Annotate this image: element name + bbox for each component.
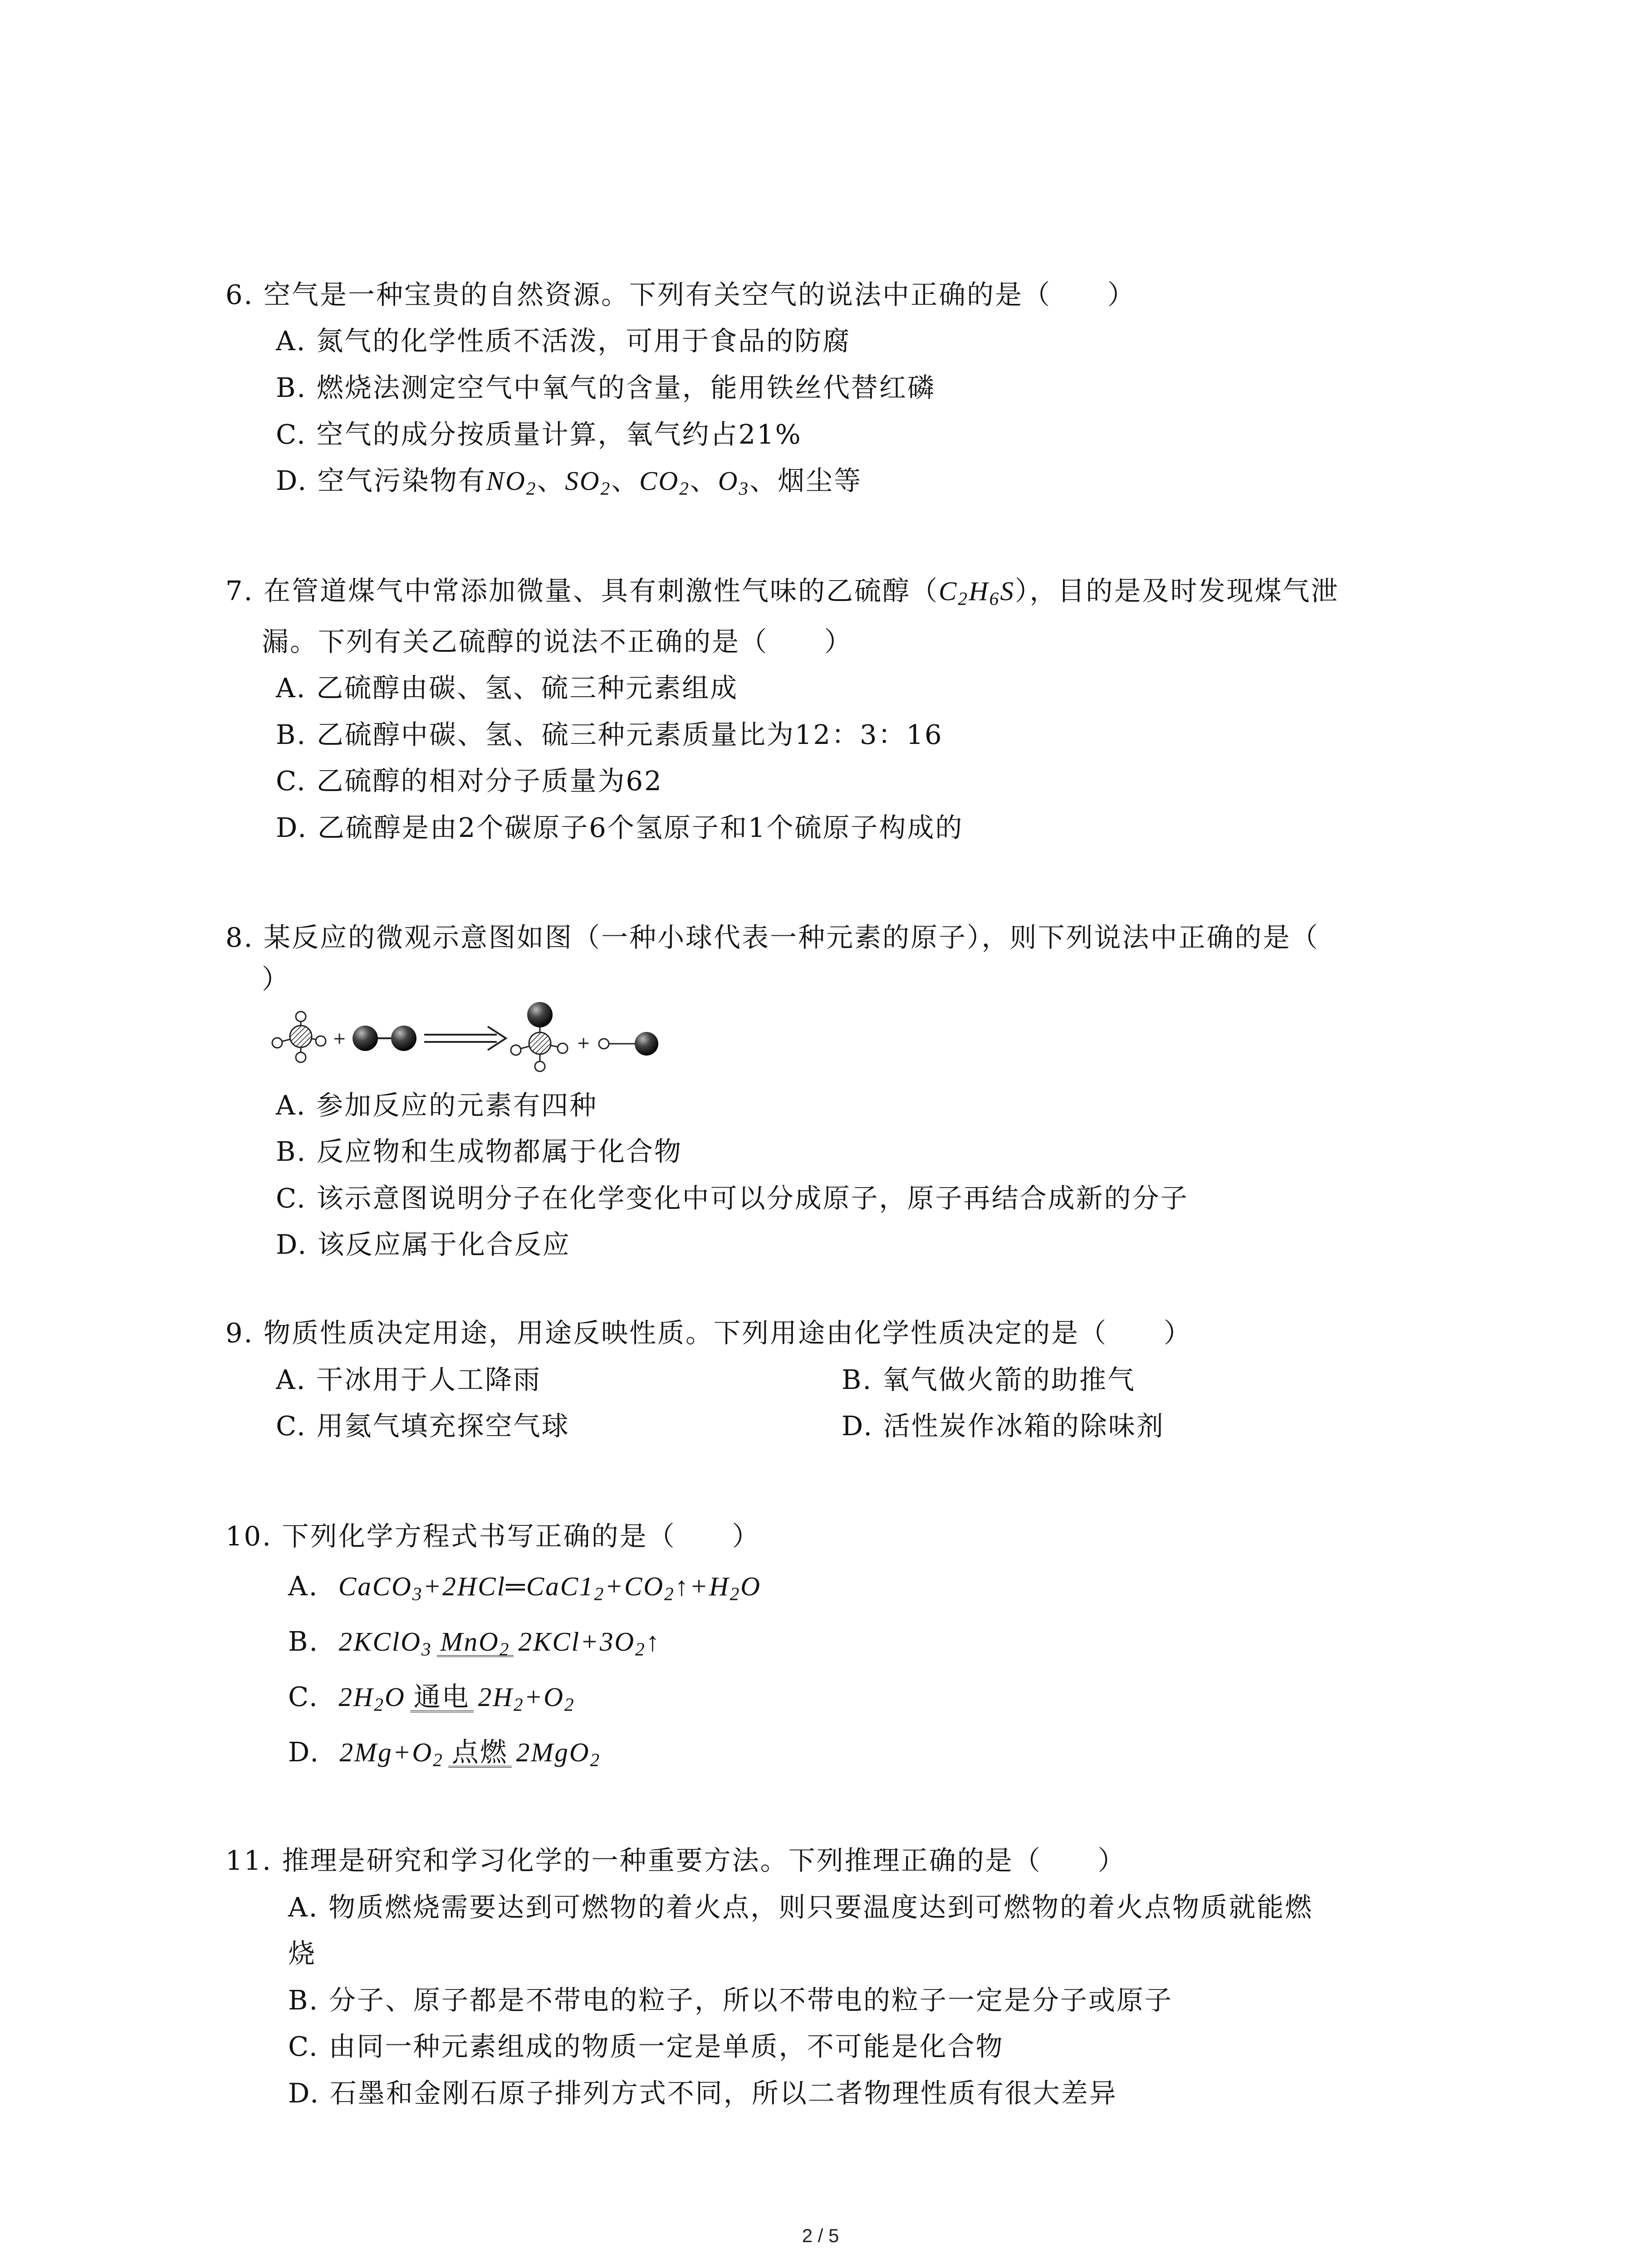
reaction-diagram xyxy=(270,1000,678,1077)
question-11-option-d: D. 石墨和金刚石原子排列方式不同，所以二者物理性质有很大差异 xyxy=(288,2077,1117,2109)
question-7-option-b: B. 乙硫醇中碳、氢、硫三种元素质量比为12：3：16 xyxy=(276,719,943,750)
condition-mno2: MnO$_2$ xyxy=(437,1628,514,1657)
option-d-label: D. xyxy=(288,1736,320,1768)
equation-a: $CaCO_3+2HCl═CaC1_2+CO_2↑+H_2O$ xyxy=(338,1571,761,1604)
reactant-molecule-1 xyxy=(272,1012,326,1062)
formula-no2: $NO_2$ xyxy=(486,466,537,499)
product-molecule-1 xyxy=(511,1002,568,1071)
question-8-option-d: D. 该反应属于化合反应 xyxy=(276,1229,571,1260)
equation-d: $2Mg+O_2$ 点燃 2MgO$_2$ xyxy=(339,1737,601,1770)
question-11-option-a-line2: 烧 xyxy=(288,1938,317,1969)
formula-o3: $O_3$ xyxy=(718,466,750,499)
question-7-option-c: C. 乙硫醇的相对分子质量为62 xyxy=(276,765,663,797)
question-10-option-a xyxy=(288,1563,761,1610)
option-a-label: A. xyxy=(288,1570,319,1602)
question-8-option-b: B. 反应物和生成物都属于化合物 xyxy=(276,1136,682,1167)
question-10-stem: 10. 下列化学方程式书写正确的是（ ） xyxy=(225,1520,760,1552)
question-6-option-d-suffix: 、烟尘等 xyxy=(749,465,862,496)
question-10-option-d xyxy=(288,1729,601,1776)
option-c-label: C. xyxy=(288,1681,319,1712)
question-8-stem-line2: ） xyxy=(262,963,290,995)
equation-b: 2KClO$_3$ MnO$_2$ $2KCl+3O_2↑$ xyxy=(338,1627,661,1660)
option-b-label: B. xyxy=(288,1626,319,1657)
question-8-option-c: C. 该示意图说明分子在化学变化中可以分成原子，原子再结合成新的分子 xyxy=(276,1183,1189,1214)
question-11-option-a-line1: A. 物质燃烧需要达到可燃物的着火点，则只要温度达到可燃物的着火点物质就能燃 xyxy=(288,1892,1313,1923)
question-9-option-b: B. 氧气做火箭的助推气 xyxy=(842,1364,1136,1395)
condition-electrolysis: 通电 xyxy=(410,1683,474,1712)
question-6-option-b: B. 燃烧法测定空气中氧气的含量，能用铁丝代替红磷 xyxy=(276,372,936,403)
question-6-option-d: D. 空气污染物有$NO_2$、$SO_2$、$CO_2$、$O_3$、烟尘等 xyxy=(276,465,862,499)
formula-so2: $SO_2$ xyxy=(565,466,612,499)
formula-c2h6s: $C_2H_6S$ xyxy=(939,576,1015,609)
question-6-stem: 6. 空气是一种宝贵的自然资源。下列有关空气的说法中正确的是（ ） xyxy=(225,279,1136,310)
question-7-option-a: A. 乙硫醇由碳、氢、硫三种元素组成 xyxy=(276,672,739,704)
plus-sign: + xyxy=(333,1029,347,1048)
equation-c: $2H_2O$ 通电 $2H_2+O_2$ xyxy=(338,1682,575,1715)
question-6-option-c: C. 空气的成分按质量计算，氧气约占21% xyxy=(276,419,802,450)
question-7-stem-prefix: 7. 在管道煤气中常添加微量、具有刺激性气味的乙硫醇（ xyxy=(225,575,939,606)
question-11-option-c: C. 由同一种元素组成的物质一定是单质，不可能是化合物 xyxy=(288,2031,1004,2062)
question-10-option-c xyxy=(288,1673,575,1721)
question-9-option-d: D. 活性炭作冰箱的除味剂 xyxy=(842,1410,1165,1442)
page-number: 2 / 5 xyxy=(802,2225,839,2246)
question-11-option-b: B. 分子、原子都是不带电的粒子，所以不带电的粒子一定是分子或原子 xyxy=(288,1984,1173,2016)
question-7-stem-suffix: ），目的是及时发现煤气泄 xyxy=(1014,575,1339,606)
question-9-option-c: C. 用氦气填充探空气球 xyxy=(276,1410,570,1442)
question-10-option-b xyxy=(288,1618,661,1665)
condition-ignite: 点燃 xyxy=(448,1739,512,1768)
question-7-stem-line2: 漏。下列有关乙硫醇的说法不正确的是（ ） xyxy=(262,626,853,657)
question-7-option-d: D. 乙硫醇是由2个碳原子6个氢原子和1个硫原子构成的 xyxy=(276,812,964,843)
product-molecule-2 xyxy=(599,1032,658,1056)
question-9-option-a: A. 干冰用于人工降雨 xyxy=(276,1364,542,1395)
question-8-option-a: A. 参加反应的元素有四种 xyxy=(276,1090,598,1121)
question-9-stem: 9. 物质性质决定用途，用途反映性质。下列用途由化学性质决定的是（ ） xyxy=(225,1317,1192,1349)
question-7-stem-line1 xyxy=(225,567,1339,615)
question-8-stem-line1: 8. 某反应的微观示意图如图（一种小球代表一种元素的原子），则下列说法中正确的是（ xyxy=(225,922,1319,953)
question-6-option-d-prefix: D. 空气污染物有 xyxy=(276,465,486,496)
reaction-arrow-icon xyxy=(424,1026,506,1050)
plus-sign-2: + xyxy=(577,1034,591,1052)
formula-co2: $CO_2$ xyxy=(639,466,690,499)
question-11-stem: 11. 推理是研究和学习化学的一种重要方法。下列推理正确的是（ ） xyxy=(225,1845,1126,1876)
question-6-option-a: A. 氮气的化学性质不活泼，可用于食品的防腐 xyxy=(276,325,851,357)
reactant-molecule-2 xyxy=(353,1026,416,1051)
